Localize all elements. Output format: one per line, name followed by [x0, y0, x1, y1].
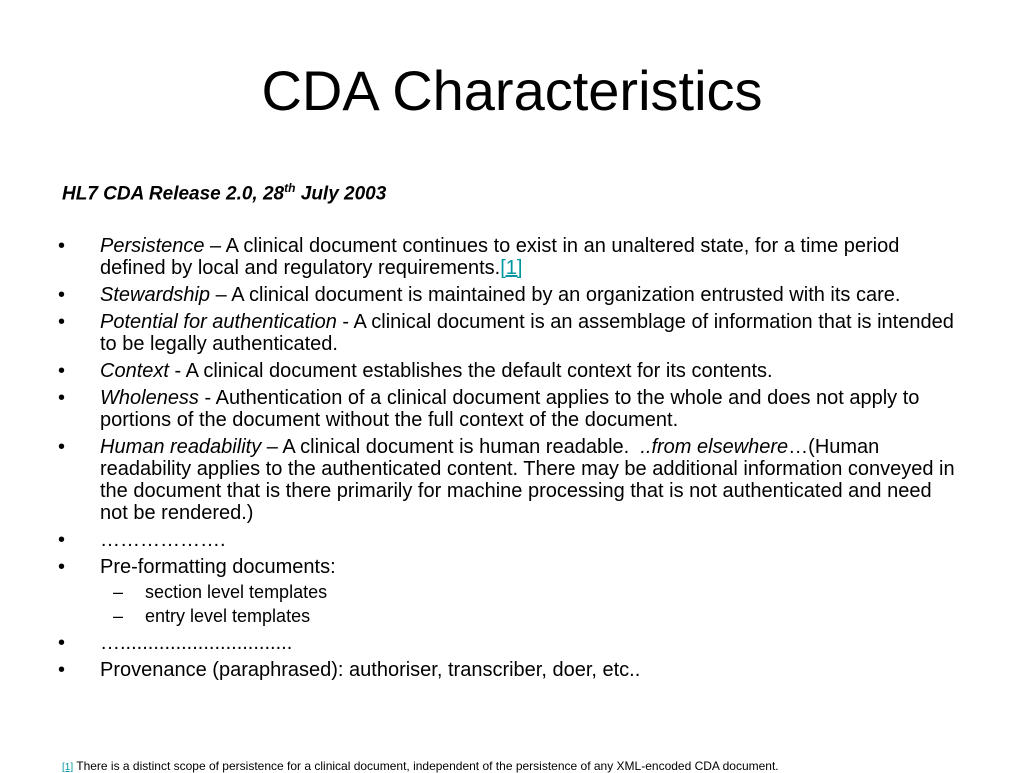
bullet-marker: •: [58, 556, 66, 578]
bullet-marker: •: [58, 436, 66, 458]
sub-bullet-text: section level templates: [145, 582, 328, 602]
bullet-ellipsis-1: [0, 529, 1024, 551]
release-subtitle: [62, 181, 386, 205]
bullet-text: A clinical document is maintained by an organization entrusted with its care.: [231, 284, 901, 306]
bullet-text: ……………….: [100, 529, 226, 551]
sub-bullet-section-templates: [0, 581, 1024, 603]
bullet-pre-formatting: [0, 556, 1024, 578]
sub-bullet-marker: –: [113, 582, 124, 602]
footnote-reference-link[interactable]: [1]: [500, 257, 523, 279]
sub-bullet-marker: –: [113, 606, 124, 626]
footnote-anchor-link[interactable]: [1]: [62, 762, 74, 773]
bullet-provenance: [0, 659, 1024, 681]
bullet-authentication: [0, 311, 1024, 355]
bullet-wholeness: [0, 387, 1024, 431]
bullet-text: Provenance (paraphrased): authoriser, transcriber, doer, etc..: [100, 659, 641, 681]
bullet-separator: –: [204, 235, 226, 257]
bullet-italic-tail: ..from elsewhere: [640, 436, 789, 458]
bullet-text: …...............................: [100, 632, 293, 654]
bullet-marker: •: [58, 284, 66, 306]
bullet-text: Pre-formatting documents:: [100, 556, 336, 578]
bullet-tail: …(Human readability applies to the authenticated content. There may be additional information conveyed in the document that is there primarily for machine processing that is not authenticated and need not be rendered.): [100, 436, 955, 524]
bullet-marker: •: [58, 387, 66, 409]
bullet-term: Potential for authentication: [100, 311, 337, 333]
bullet-text: A clinical document continues to exist in an unaltered state, for a time period defined by local and regulatory requirements.: [100, 235, 900, 279]
bullet-text: A clinical document is an assemblage of information that is intended to be legally authenticated.: [100, 311, 954, 355]
bullet-ellipsis-2: [0, 632, 1024, 654]
bullet-marker: •: [58, 632, 66, 654]
bullet-term: Human readability: [100, 436, 262, 458]
subtitle-superscript: th: [284, 181, 296, 195]
bullet-marker: •: [58, 311, 66, 333]
subtitle-main: HL7 CDA Release 2.0, 28: [62, 183, 285, 205]
bullet-separator: -: [336, 311, 354, 333]
characteristics-list: [0, 235, 1024, 686]
bullet-separator: –: [261, 436, 283, 458]
bullet-term: Stewardship: [100, 284, 211, 306]
bullet-separator: -: [168, 360, 186, 382]
sub-bullet-entry-templates: [0, 605, 1024, 627]
footnote-text: There is a distinct scope of persistence for a clinical document, independent of the persistence of any XML-encoded CDA document.: [73, 759, 779, 773]
footnote: [62, 759, 779, 773]
bullet-term: Context: [100, 360, 169, 382]
bullet-term: Persistence: [100, 235, 205, 257]
bullet-persistence: [0, 235, 1024, 279]
sub-bullet-text: entry level templates: [145, 606, 311, 626]
bullet-context: [0, 360, 1024, 382]
bullet-marker: •: [58, 235, 66, 257]
bullet-marker: •: [58, 529, 66, 551]
bullet-text: A clinical document is human readable.: [282, 436, 641, 458]
bullet-text: A clinical document establishes the default context for its contents.: [185, 360, 773, 382]
bullet-marker: •: [58, 360, 66, 382]
subtitle-rest: July 2003: [295, 183, 387, 205]
bullet-marker: •: [58, 659, 66, 681]
bullet-human-readability: [0, 436, 1024, 524]
bullet-separator: -: [198, 387, 216, 409]
bullet-separator: –: [210, 284, 232, 306]
slide-title: CDA Characteristics: [261, 59, 763, 122]
bullet-term: Wholeness: [100, 387, 199, 409]
bullet-text: Authentication of a clinical document applies to the whole and does not apply to portions of the document without the full context of the document.: [100, 387, 920, 431]
bullet-stewardship: [0, 284, 1024, 306]
